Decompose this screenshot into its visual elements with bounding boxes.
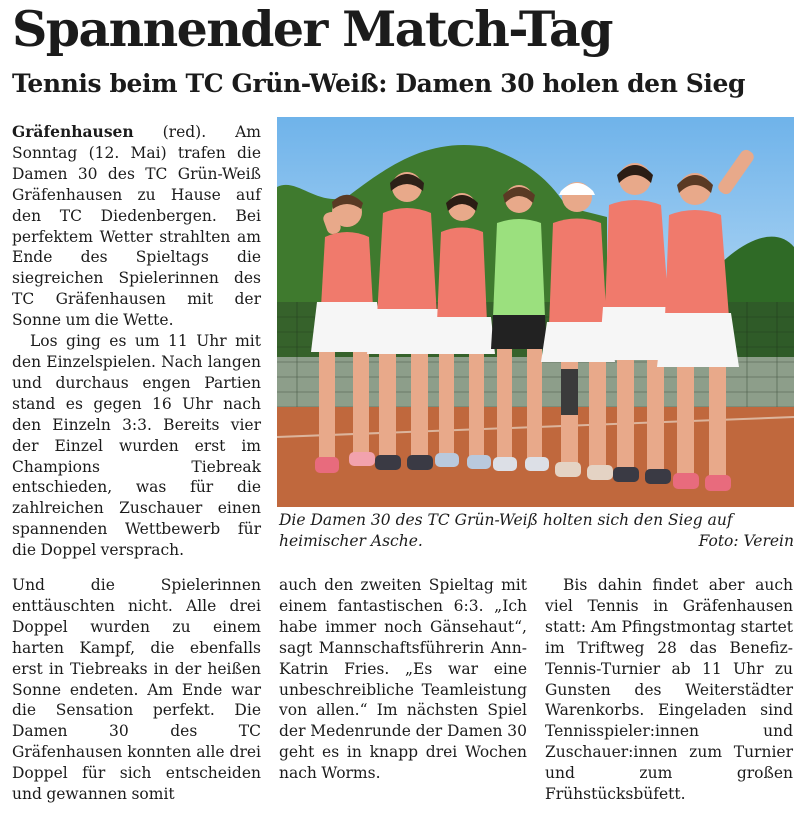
article-column-1-bottom bbox=[12, 575, 261, 805]
headline: Spannender Match-Tag bbox=[12, 0, 612, 58]
paragraph-quote: auch den zweiten Spieltag mit einem fantastischen 6:3. „Ich habe immer noch Gänsehaut“, sagt Mannschaftsführerin Ann-Katrin Fries. „Es war eine unbeschreibliche Teamleistung von allen.“ Im nächsten Spiel der Medenrunde der Damen 30 geht es in knapp drei Wochen nach Worms. bbox=[279, 576, 527, 783]
subheadline: Tennis beim TC Grün-Weiß: Damen 30 holen den Sieg bbox=[12, 69, 746, 98]
paragraph-tournament: Bis dahin findet aber auch viel Tennis in Gräfenhausen statt: Am Pfingstmontag startet im Triftweg 28 das Benefiz-Tennis-Turnier ab 11 Uhr zu Gunsten des Weiterstädter Warenkorbs. Eingeladen sind Tennisspieler:innen und Zuschauer:innen zum Turnier und zum großen Frühstücksbüfett. bbox=[545, 576, 793, 804]
article-column-3 bbox=[545, 575, 793, 805]
article-column-1-top bbox=[12, 122, 261, 561]
intro-text: (red). Am Sonntag (12. Mai) trafen die Damen 30 des TC Grün-Weiß Gräfenhausen zu Hause auf den TC Diedenbergen. Bei perfektem Wetter strahlten am Ende des Spieltags die siegreichen Spielerinnen des TC Gräfenhausen mit der Sonne um die Wette. bbox=[12, 123, 261, 330]
caption-text: Die Damen 30 des TC Grün-Weiß holten sich den Sieg auf heimischer Asche. bbox=[279, 511, 733, 550]
paragraph-singles: Los ging es um 11 Uhr mit den Einzelspielen. Nach langen und durchaus engen Partien stand es gegen 16 Uhr nach den Einzeln 3:3. Bereits vier der Einzel wurden erst im Champions Tiebreak entschieden, was für die zahlreichen Zuschauer einen spannenden Wettbewerb für die Doppel versprach. bbox=[12, 332, 261, 560]
paragraph-doubles: Und die Spielerinnen enttäuschten nicht. Alle drei Doppel wurden zu einem harten Kampf, die ebenfalls erst in Tiebreaks in der heißen Sonne endeten. Am Ende war die Sensation perfekt. Die Damen 30 des TC Gräfenhausen konnten alle drei Doppel für sich entscheiden und gewannen somit bbox=[12, 576, 261, 804]
team-photo bbox=[277, 117, 794, 507]
team-photo-illustration bbox=[277, 117, 794, 507]
dateline: Gräfenhausen bbox=[12, 122, 134, 141]
photo-caption bbox=[279, 510, 794, 552]
article-column-2 bbox=[279, 575, 527, 784]
paragraph-intro bbox=[12, 122, 261, 331]
photo-credit: Foto: Verein bbox=[698, 532, 794, 550]
